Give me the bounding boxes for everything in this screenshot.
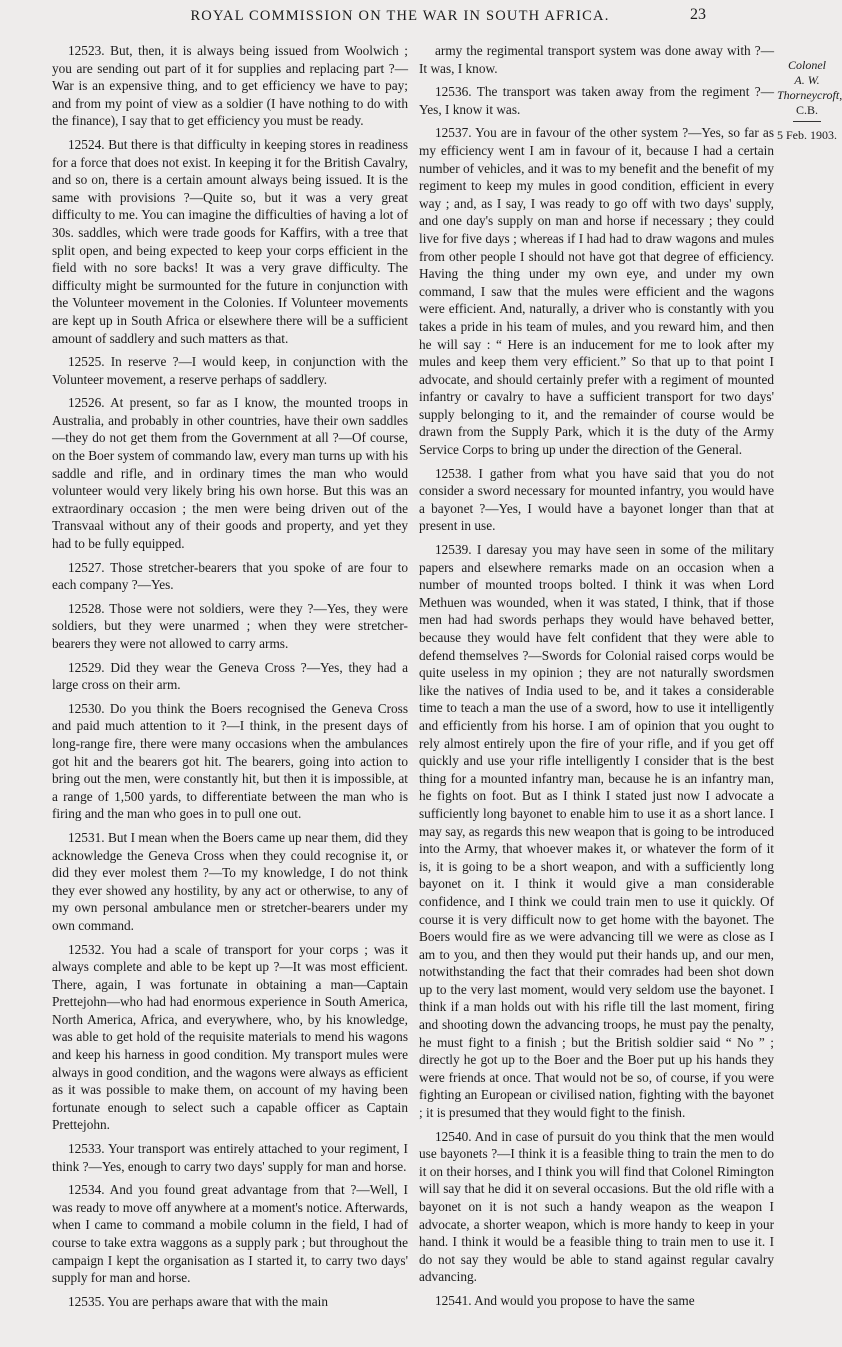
evidence-paragraph: 12524. But there is that difficulty in keeping stores in readiness for a force that does not exist. In keeping it for the British Cavalry, and so on, there is a certain amount always being issued. It is the same with provisions ?—Quite so, but it was a very great difficulty to me. You can imagine the difficulties of having a lot of 30s. saddles, which were trade goods for Kaffirs, with a tree that split open, and being expected to keep your corps efficient in the field with no sore backs! It was a very grave difficulty. The difficulty might be surmounted for the future in conjunction with the Volunteer movement in the Colonies. If Volunteer movements are kept up in South Africa or elsewhere there will be a sufficient amount of saddlery and such matters as that. [52, 136, 408, 346]
page-number: 23 [690, 6, 706, 23]
witness-margin-note [777, 58, 842, 143]
evidence-paragraph: 12528. Those were not soldiers, were they ?—Yes, they were soldiers, but they were unarmed ; when they were stretcher-bearers they were not allowed to carry arms. [52, 600, 408, 651]
evidence-paragraph: 12539. I daresay you may have seen in some of the military papers and elsewhere remarks made on an occasion when a number of mounted troops bolted. I think it was when Lord Methuen was wounded, when it was stated, I think, that if those men had had swords perhaps they would have behaved better, because they would have felt confident that they were able to defend themselves ?—Swords for Colonial raised corps would be quite useless in my opinion ; they are not naturally swordsmen like the natives of India used to be, and it takes a considerable time to teach a man the use of a sword, how to use it intelligently and efficiently from his horse. I am of opinion that you ought to rely almost entirely upon the fire of your rifle, and if you get off quickly and use your rifle intelligently I consider that is the best thing for a mounted infantry man, because he is an infantry man, he fights on foot. But as I think I stated just now I advocate a sufficiently long bayonet to enable him to use it as a short lance. I may say, as regards this new weapon that is going to be introduced into the Army, that whoever makes it, or whatever the form of it is, it is going to be a short weapon, and with a sufficiently long bayonet on it. I think it would give a man considerable confidence, and I think we could train men to use it quickly. Of course it is very difficult now to get home with the bayonet. The Boers would fire as we were advancing till we were as close as I am to you, and then they would put their hands up, and our men, notwithstanding the fact that their comrades had been shot down up to the very last moment, would very seldom use the bayonet. I think if a man holds out with his rifle till the last moment, firing and shooting down the advancing troops, he must pay the penalty, he must fight to a finish ; but the British soldier said “ No ” ; directly he got up to the Boer and the Boer put up his hands they were friends at once. That would not be so, of course, if you were fighting an European or civilised nation, fighting with the bayonet ; it is presumed that they would fight to the finish. [419, 542, 774, 1121]
evidence-paragraph: 12523. But, then, it is always being issued from Woolwich ; you are sending out part of it for supplies and replacing part ?—War is an expensive thing, and to get efficiency we have to pay; and from my point of view as a soldier (I have nothing to do with the finance), I say that to get efficiency you must be ready. [52, 43, 408, 129]
evidence-paragraph: 12538. I gather from what you have said that you do not consider a sword necessary for mounted infantry, you would have a bayonet ?—Yes, I would have a bayonet longer than that at present in use. [419, 465, 774, 534]
margin-rule [793, 121, 821, 122]
evidence-paragraph: 12526. At present, so far as I know, the mounted troops in Australia, and probably in other countries, have their own saddles—they do not get them from the Government at all ?—Of course, on the Boer system of commando law, every man turns up with his saddle and rifle, and in ordinary times the man who would volunteer would very likely bring his own horse. But this was an extraordinary occasion ; the men were being driven out of the Transvaal without any of their goods and property, and yet they had to be fully equipped. [52, 395, 408, 552]
evidence-paragraph: 12535. You are perhaps aware that with the main [68, 1293, 328, 1309]
evidence-paragraph: 12541. And would you propose to have the same [435, 1292, 695, 1308]
evidence-paragraph: 12532. You had a scale of transport for your corps ; was it always complete and able to be kept up ?—It was most efficient. There, again, I was fortunate in obtaining a man—Captain Prettejohn—who had had enormous experience in South America, North America, Africa, and everywhere, who, by his knowledge, was able to get hold of the requisite materials to mend his wagons and keep his harness in good condition. My transport mules were always in good condition, and the wagons were always as efficient as it was possible to make them, on account of my having been fortunate enough to select such a capable officer as Captain Prettejohn. [52, 941, 408, 1133]
evidence-paragraph: army the regimental transport system was done away with ?—It was, I know. [419, 43, 774, 76]
evidence-paragraph: 12536. The transport was taken away from the regiment ?—Yes, I know it was. [419, 84, 774, 117]
evidence-paragraph: 12529. Did they wear the Geneva Cross ?—Yes, they had a large cross on their arm. [52, 659, 408, 693]
evidence-paragraph: 12525. In reserve ?—I would keep, in conjunction with the Volunteer movement, a reserve perhaps of saddlery. [52, 354, 408, 387]
evidence-paragraph: 12540. And in case of pursuit do you think that the men would use bayonets ?—I think it is a feasible thing to train the men to do it on their horses, and I think you will find that Colonel Rimington will say that he did it on several occasions. But the old rifle with a bayonet on it is not such a handy weapon as the weapon I advocate, a shorter weapon, which is more handy to keep in your hand. I think it would be a feasible thing to train men to use it. I do not say they would be able to stand against regular cavalry advancing. [419, 1128, 774, 1285]
running-head: ROYAL COMMISSION ON THE WAR IN SOUTH AFRICA. [190, 8, 610, 24]
evidence-paragraph: 12537. You are in favour of the other system ?—Yes, so far as my efficiency went I am in favour of it, because I had a certain number of vehicles, and it was to my benefit and the benefit of my regiment to keep my mules in good condition, efficient in every way ; and, as I say, I was ready to go off with two days' supply, and one day's supply on man and horse if necessary ; they could live for five days ; whereas if I had had to draw wagons and mules from other people I should not have got that degree of efficiency. Having the thing under my own eye, and under my own command, I saw that the mules were efficient and the wagons were efficient. And, naturally, a driver who is constantly with you takes a pride in his team of mules, and you reward him, and then he will say : “ Here is an inducement for me to look after my mules and keep them very efficient.” So that up to that point I advocate, and should certainly prefer with a regiment of mounted infantry or cavalry to have a sufficient transport for two days' supply belonging to it, and the remainder of course would be drawn from the Supply Park, which it is the duty of the Army Service Corps to bring up under the direction of the General. [419, 125, 774, 458]
evidence-paragraph: 12531. But I mean when the Boers came up near them, did they acknowledge the Geneva Cross when they could recognise it, or did they ever molest them ?—To my knowledge, I do not think they ever showed any hostility, by any act or otherwise, to any of my own personal ambulance men or stretcher-bearers under my own command. [52, 829, 408, 933]
right-column [419, 42, 774, 1316]
evidence-paragraph: 12530. Do you think the Boers recognised the Geneva Cross and paid much attention to it ?—I think, in the present days of long-range fire, there were many occasions when the ambulances got hit and the bearers got hit. The bearers, going into action to bring out the men, were constantly hit, but then it is impossible, at a range of 1,500 yards, to differentiate between the man who is firing and the man who goes in to pull one out. [52, 700, 408, 822]
witness-name-surname: Thorneycroft, [777, 88, 842, 102]
evidence-paragraph: 12534. And you found great advantage from that ?—Well, I was ready to move off anywhere at a moment's notice. Afterwards, when I came to command a mobile column in the field, I had of course to take extra waggons as a supply park ; but throughout the campaign I kept the organisation as I started it, to carry two days' supply for man and horse. [52, 1182, 408, 1286]
evidence-paragraph: 12527. Those stretcher-bearers that you spoke of are four to each company ?—Yes. [52, 559, 408, 593]
left-column [52, 42, 408, 1316]
evidence-date: 5 Feb. 1903. [777, 128, 837, 142]
witness-honour: C.B. [795, 103, 818, 117]
evidence-paragraph: 12533. Your transport was entirely attached to your regiment, I think ?—Yes, enough to carry two days' supply for man and horse. [52, 1141, 408, 1174]
witness-name-initials: A. W. [794, 73, 820, 87]
witness-title: Colonel [788, 58, 826, 72]
